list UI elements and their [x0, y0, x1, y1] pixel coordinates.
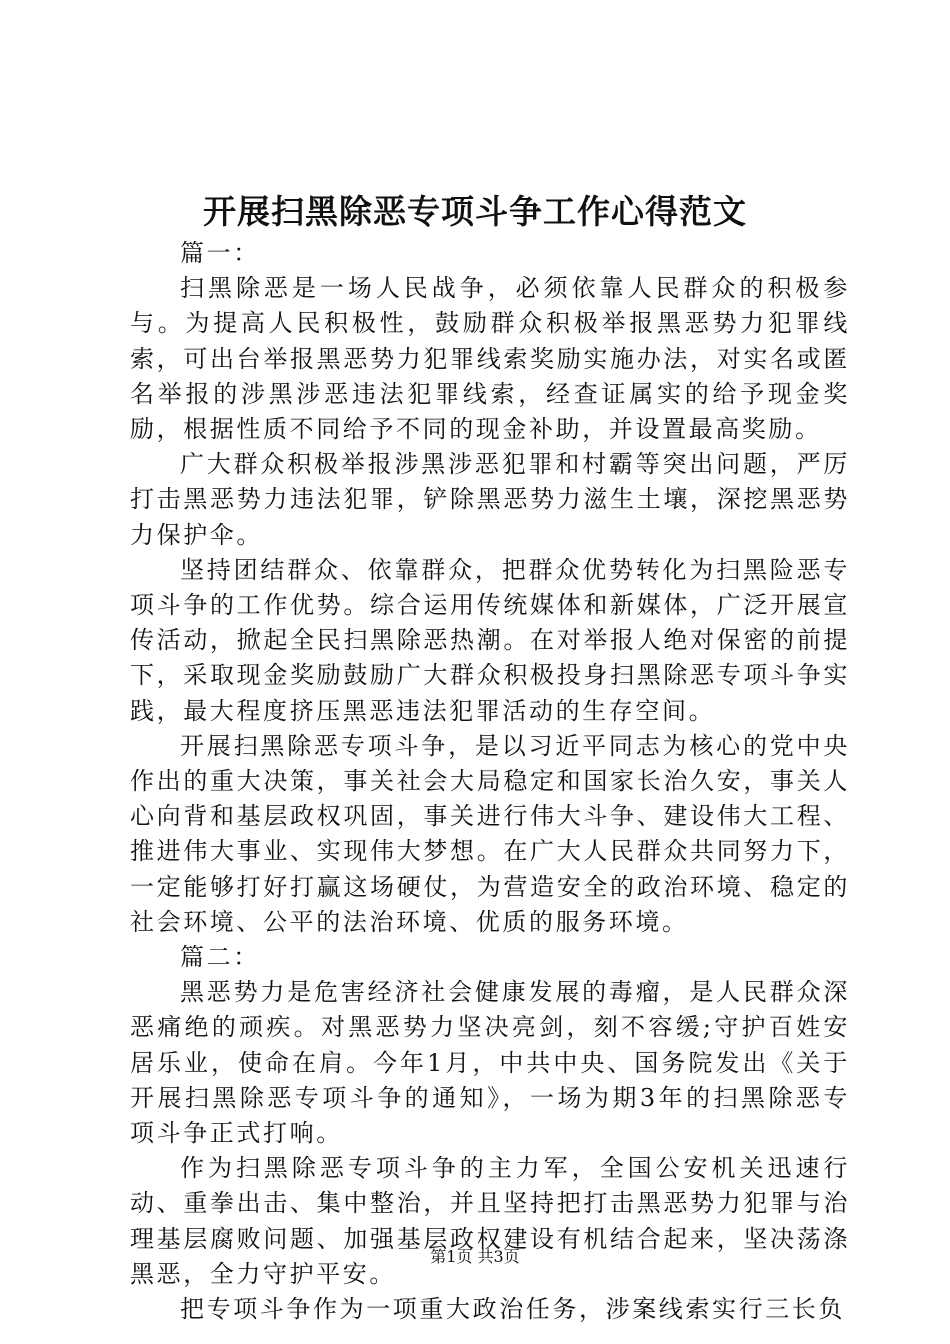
document-title: 开展扫黑除恶专项斗争工作心得范文: [203, 192, 747, 231]
paragraph: 黑恶势力是危害经济社会健康发展的毒瘤，是人民群众深恶痛绝的顽疾。对黑恶势力坚决亮剑，刻不容缓;守护百姓安居乐业，使命在肩。今年1月，中共中央、国务院发出《关于开展扫黑除恶专项斗争的通知》，一场为期3年的扫黑除恶专项斗争正式打响。: [130, 978, 850, 1148]
paragraph: 扫黑除恶是一场人民战争，必须依靠人民群众的积极参与。为提高人民积极性，鼓励群众积极举报黑恶势力犯罪线索，可出台举报黑恶势力犯罪线索奖励实施办法，对实名或匿名举报的涉黑涉恶违法犯罪线索，经查证属实的给予现金奖励，根据性质不同给予不同的现金补助，并设置最高奖励。: [130, 274, 850, 444]
paragraph: 把专项斗争作为一项重大政治任务，涉案线索实行三长负: [180, 1295, 845, 1324]
document-body: [130, 236, 850, 1327]
paragraph: 开展扫黑除恶专项斗争，是以习近平同志为核心的党中央作出的重大决策，事关社会大局稳定和国家长治久安，事关人心向背和基层政权巩固，事关进行伟大斗争、建设伟大工程、推进伟大事业、实现伟大梦想。在广大人民群众共同努力下，一定能够打好打赢这场硬仗，为营造安全的政治环境、稳定的社会环境、公平的法治环境、优质的服务环境。: [130, 731, 850, 936]
paragraph: 坚持团结群众、依靠群众，把群众优势转化为扫黑险恶专项斗争的工作优势。综合运用传统媒体和新媒体，广泛开展宣传活动，掀起全民扫黑除恶热潮。在对举报人绝对保密的前提下，采取现金奖励鼓励广大群众积极投身扫黑除恶专项斗争实践，最大程度挤压黑恶违法犯罪活动的生存空间。: [130, 555, 850, 725]
page-number-footer: 第1页 共3页: [430, 1247, 520, 1266]
section-heading-1: 篇一：: [180, 239, 260, 267]
paragraph: 广大群众积极举报涉黑涉恶犯罪和村霸等突出问题，严厉打击黑恶势力违法犯罪，铲除黑恶势力滋生土壤，深挖黑恶势力保护伞。: [130, 450, 850, 549]
section-heading-2: 篇二：: [180, 943, 260, 972]
paragraph: 作为扫黑除恶专项斗争的主力军，全国公安机关迅速行动、重拳出击、集中整治，并且坚持把打击黑恶势力犯罪与治理基层腐败问题、加强基层政权建设有机结合起来，坚决荡涤黑恶，全力守护平安。: [130, 1154, 850, 1288]
